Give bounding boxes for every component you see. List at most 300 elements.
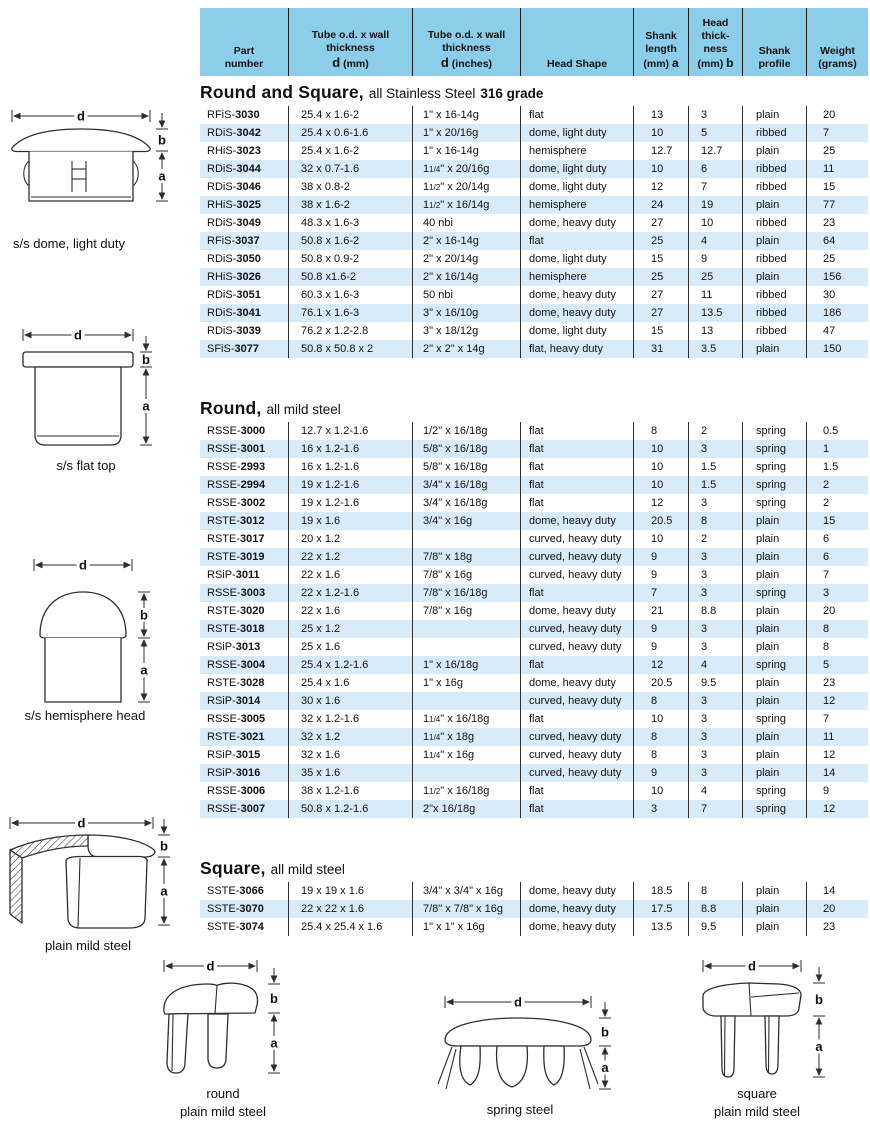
cell-head-thickness: 2 bbox=[688, 530, 742, 548]
cell-part: SFiS- 3077 bbox=[207, 343, 259, 355]
cell-shank-profile: spring bbox=[742, 422, 806, 440]
header-cell-shank-profile: Shank profile bbox=[742, 8, 806, 76]
cell-inches: 2"x 16/18g bbox=[412, 800, 520, 818]
cell-part: RSTE- 3017 bbox=[207, 533, 265, 545]
cell-shank-length: 10 bbox=[633, 476, 688, 494]
cell-shank-profile: ribbed bbox=[742, 178, 806, 196]
cell-head-shape: flat bbox=[520, 106, 633, 124]
cell-part: RHiS- 3026 bbox=[207, 271, 261, 283]
cell-head-shape: dome, heavy duty bbox=[520, 918, 633, 936]
cell-shank-profile: plain bbox=[742, 918, 806, 936]
cell-part: RFiS- 3030 bbox=[207, 109, 260, 121]
cell-part: RSiP- 3011 bbox=[207, 569, 260, 581]
cell-head-shape: hemisphere bbox=[520, 268, 633, 286]
diagram-caption: plain mild steel bbox=[45, 938, 131, 953]
diagram-caption: s/s flat top bbox=[56, 458, 116, 473]
cell-weight: 0.5 bbox=[806, 422, 868, 440]
section-title: Square, all mild steel bbox=[200, 858, 345, 878]
cell-part: RDiS- 3044 bbox=[207, 163, 261, 175]
table-row bbox=[200, 304, 868, 322]
cell-head-thickness: 4 bbox=[688, 232, 742, 250]
dim-label: b bbox=[140, 607, 148, 623]
cell-weight: 23 bbox=[806, 214, 868, 232]
cell-part: RSTE- 3018 bbox=[207, 623, 265, 635]
cell-head-thickness: 3 bbox=[688, 692, 742, 710]
cell-shank-length: 8 bbox=[633, 746, 688, 764]
cell-head-thickness: 2 bbox=[688, 422, 742, 440]
cell-shank-profile: plain bbox=[742, 882, 806, 900]
cell-inches: 1/2" x 16/18g bbox=[412, 422, 520, 440]
cell-head-thickness: 8.8 bbox=[688, 602, 742, 620]
dim-label: b bbox=[270, 991, 278, 1007]
dim-d bbox=[703, 959, 801, 974]
cell-shank-length: 10 bbox=[633, 710, 688, 728]
cell-shank-profile: ribbed bbox=[742, 250, 806, 268]
cell-head-thickness: 7 bbox=[688, 800, 742, 818]
table-row bbox=[200, 268, 868, 286]
cell-head-shape: dome, heavy duty bbox=[520, 304, 633, 322]
cell-weight: 25 bbox=[806, 142, 868, 160]
dim-label: a bbox=[142, 398, 150, 414]
cell-weight: 23 bbox=[806, 674, 868, 692]
cell-shank-profile: plain bbox=[742, 512, 806, 530]
cell-shank-profile: ribbed bbox=[742, 304, 806, 322]
cell-mm: 19 x 19 x 1.6 bbox=[288, 882, 412, 900]
cell-shank-length: 27 bbox=[633, 286, 688, 304]
cell-inches: 3" x 16/10g bbox=[412, 304, 520, 322]
table-row bbox=[200, 422, 868, 440]
cell-head-thickness: 3.5 bbox=[688, 340, 742, 358]
cell-head-shape: flat, heavy duty bbox=[520, 340, 633, 358]
cell-part: RSiP- 3014 bbox=[207, 695, 261, 707]
section-title: Round and Square, all Stainless Steel 316 grade bbox=[200, 82, 544, 102]
section-title: Round, all mild steel bbox=[200, 398, 341, 418]
dim-label: b bbox=[815, 992, 823, 1008]
cell-head-shape: dome, heavy duty bbox=[520, 602, 633, 620]
dim-a bbox=[156, 151, 168, 201]
table-row bbox=[200, 566, 868, 584]
cell-head-thickness: 3 bbox=[688, 548, 742, 566]
table-row bbox=[200, 882, 868, 900]
cell-inches bbox=[412, 692, 520, 710]
section-2 bbox=[200, 398, 868, 818]
dim-b bbox=[599, 1002, 611, 1046]
cell-weight: 11 bbox=[806, 160, 868, 178]
cell-part: RDiS- 3039 bbox=[207, 325, 261, 337]
diagram-caption bbox=[148, 1085, 298, 1120]
cell-inches: 2" x 16-14g bbox=[412, 232, 520, 250]
dim-label: d bbox=[77, 108, 85, 124]
cell-weight: 8 bbox=[806, 638, 868, 656]
cell-mm: 25.4 x 1.6-2 bbox=[288, 106, 412, 124]
dim-d bbox=[23, 328, 133, 343]
cell-shank-profile: spring bbox=[742, 656, 806, 674]
dim-label: d bbox=[514, 994, 522, 1010]
header-cell-head-thickness: Head thick- ness (mm) b bbox=[688, 8, 742, 76]
cell-part: RSiP- 3013 bbox=[207, 641, 261, 653]
dim-label: d bbox=[79, 557, 87, 573]
cell-mm: 16 x 1.2-1.6 bbox=[288, 458, 412, 476]
cell-mm: 38 x 0.8-2 bbox=[288, 178, 412, 196]
cell-head-shape: dome, heavy duty bbox=[520, 882, 633, 900]
section-3 bbox=[200, 858, 868, 936]
table-row bbox=[200, 494, 868, 512]
cell-shank-profile: plain bbox=[742, 692, 806, 710]
cell-weight: 15 bbox=[806, 512, 868, 530]
cell-weight: 12 bbox=[806, 746, 868, 764]
cell-weight: 5 bbox=[806, 656, 868, 674]
cell-shank-length: 9 bbox=[633, 638, 688, 656]
cell-head-thickness: 9.5 bbox=[688, 918, 742, 936]
cell-shank-length: 24 bbox=[633, 196, 688, 214]
cell-weight: 186 bbox=[806, 304, 868, 322]
cell-head-shape: curved, heavy duty bbox=[520, 692, 633, 710]
cell-weight: 30 bbox=[806, 286, 868, 304]
dim-label: b bbox=[142, 352, 150, 368]
cell-shank-profile: ribbed bbox=[742, 160, 806, 178]
cell-shank-profile: spring bbox=[742, 710, 806, 728]
cell-weight: 8 bbox=[806, 620, 868, 638]
cell-shank-profile: plain bbox=[742, 674, 806, 692]
diagram-caption: s/s hemisphere head bbox=[24, 708, 146, 723]
cell-inches bbox=[412, 638, 520, 656]
cell-shank-profile: ribbed bbox=[742, 322, 806, 340]
dim-a bbox=[140, 367, 152, 445]
cell-head-shape: curved, heavy duty bbox=[520, 530, 633, 548]
cell-inches: 3/4" x 16/18g bbox=[412, 494, 520, 512]
cell-part: RFiS- 3037 bbox=[207, 235, 260, 247]
cell-head-thickness: 13 bbox=[688, 322, 742, 340]
cell-head-shape: curved, heavy duty bbox=[520, 566, 633, 584]
cell-head-shape: hemisphere bbox=[520, 142, 633, 160]
plain-mild-steel-diagram bbox=[0, 812, 176, 955]
cell-shank-profile: plain bbox=[742, 106, 806, 124]
cell-part: RDiS- 3049 bbox=[207, 217, 261, 229]
cell-shank-length: 13 bbox=[633, 106, 688, 124]
cell-shank-length: 27 bbox=[633, 304, 688, 322]
cell-part: RSSE- 2994 bbox=[207, 479, 266, 491]
cell-head-shape: flat bbox=[520, 440, 633, 458]
cell-head-shape: curved, heavy duty bbox=[520, 548, 633, 566]
cell-mm: 50.8 x 1.6-2 bbox=[288, 232, 412, 250]
cell-weight: 9 bbox=[806, 782, 868, 800]
cell-head-shape: flat bbox=[520, 656, 633, 674]
cell-part: RHiS- 3023 bbox=[207, 145, 261, 157]
dim-label: a bbox=[158, 168, 166, 184]
cell-mm: 22 x 1.2 bbox=[288, 548, 412, 566]
cell-head-thickness: 3 bbox=[688, 106, 742, 124]
cell-weight: 2 bbox=[806, 476, 868, 494]
cell-head-thickness: 3 bbox=[688, 584, 742, 602]
dim-b bbox=[813, 967, 825, 1016]
table-row bbox=[200, 764, 868, 782]
cell-head-shape: curved, heavy duty bbox=[520, 728, 633, 746]
header-cell-mm: Tube o.d. x wall thickness d (mm) bbox=[288, 8, 412, 76]
cell-head-thickness: 3 bbox=[688, 764, 742, 782]
header-cell-shank-length: Shank length (mm) a bbox=[633, 8, 688, 76]
cell-part: RSSE- 3007 bbox=[207, 803, 266, 815]
cell-head-shape: dome, light duty bbox=[520, 250, 633, 268]
cell-head-shape: curved, heavy duty bbox=[520, 746, 633, 764]
cell-mm: 50.8 x 50.8 x 2 bbox=[288, 340, 412, 358]
dim-label: d bbox=[748, 958, 756, 974]
cell-mm: 22 x 1.6 bbox=[288, 602, 412, 620]
caption-line: plain mild steel bbox=[714, 1103, 800, 1119]
cell-shank-length: 12.7 bbox=[633, 142, 688, 160]
cell-inches: 40 nbi bbox=[412, 214, 520, 232]
table-row bbox=[200, 178, 868, 196]
cell-head-shape: dome, light duty bbox=[520, 160, 633, 178]
cell-weight: 64 bbox=[806, 232, 868, 250]
cell-shank-profile: ribbed bbox=[742, 286, 806, 304]
cell-mm: 60.3 x 1.6-3 bbox=[288, 286, 412, 304]
cell-mm: 30 x 1.6 bbox=[288, 692, 412, 710]
cell-head-thickness: 3 bbox=[688, 566, 742, 584]
cell-head-thickness: 1.5 bbox=[688, 458, 742, 476]
cell-shank-profile: plain bbox=[742, 196, 806, 214]
cell-head-thickness: 3 bbox=[688, 620, 742, 638]
cell-mm: 50.8 x1.6-2 bbox=[288, 268, 412, 286]
cell-head-shape: flat bbox=[520, 584, 633, 602]
cell-head-thickness: 25 bbox=[688, 268, 742, 286]
section-1 bbox=[200, 82, 868, 358]
table-row bbox=[200, 638, 868, 656]
cell-inches bbox=[412, 530, 520, 548]
cell-inches: 1 1/4 " x 18g bbox=[412, 728, 520, 746]
table-row bbox=[200, 476, 868, 494]
table-row bbox=[200, 620, 868, 638]
table-row bbox=[200, 900, 868, 918]
cell-weight: 25 bbox=[806, 250, 868, 268]
dim-b bbox=[156, 113, 168, 151]
cell-part: RSTE- 3012 bbox=[207, 515, 265, 527]
dim-d bbox=[10, 816, 153, 831]
cell-inches: 1 1/4 " x 20/16g bbox=[412, 160, 520, 178]
cell-mm: 38 x 1.2-1.6 bbox=[288, 782, 412, 800]
cell-head-shape: flat bbox=[520, 782, 633, 800]
cell-part: RDiS- 3050 bbox=[207, 253, 261, 265]
cell-shank-length: 25 bbox=[633, 268, 688, 286]
dim-label: b bbox=[158, 132, 166, 148]
cell-mm: 76.2 x 1.2-2.8 bbox=[288, 322, 412, 340]
cell-shank-profile: plain bbox=[742, 530, 806, 548]
cell-weight: 1.5 bbox=[806, 458, 868, 476]
table-row bbox=[200, 340, 868, 358]
dome-light-duty-drawing bbox=[0, 104, 172, 232]
cell-mm: 12.7 x 1.2-1.6 bbox=[288, 422, 412, 440]
cell-shank-profile: ribbed bbox=[742, 124, 806, 142]
cell-shank-length: 9 bbox=[633, 566, 688, 584]
cell-inches: 7/8" x 7/8" x 16g bbox=[412, 900, 520, 918]
table-row bbox=[200, 710, 868, 728]
cell-part: RSSE- 2993 bbox=[207, 461, 266, 473]
table-row bbox=[200, 322, 868, 340]
cell-weight: 12 bbox=[806, 800, 868, 818]
hemisphere-diagram bbox=[6, 552, 164, 725]
table-row bbox=[200, 142, 868, 160]
cell-shank-length: 10 bbox=[633, 440, 688, 458]
cell-part: RSSE- 3002 bbox=[207, 497, 266, 509]
table-row bbox=[200, 800, 868, 818]
cell-head-shape: dome, light duty bbox=[520, 178, 633, 196]
cell-head-shape: dome, light duty bbox=[520, 124, 633, 142]
header-cell-weight: Weight (grams) bbox=[806, 8, 868, 76]
cell-inches: 2" x 2" x 14g bbox=[412, 340, 520, 358]
cell-mm: 50.8 x 0.9-2 bbox=[288, 250, 412, 268]
cell-part: RSTE- 3028 bbox=[207, 677, 265, 689]
dim-a bbox=[268, 1013, 280, 1073]
cell-mm: 25 x 1.6 bbox=[288, 638, 412, 656]
cell-inches: 3/4" x 16/18g bbox=[412, 476, 520, 494]
cell-mm: 22 x 1.6 bbox=[288, 566, 412, 584]
cell-head-thickness: 6 bbox=[688, 160, 742, 178]
cell-head-shape: dome, light duty bbox=[520, 322, 633, 340]
cell-part: SSTE- 3074 bbox=[207, 921, 264, 933]
header-cell-inches: Tube o.d. x wall thickness d (inches) bbox=[412, 8, 520, 76]
cell-inches: 3/4" x 3/4" x 16g bbox=[412, 882, 520, 900]
cell-inches: 1" x 16-14g bbox=[412, 106, 520, 124]
cell-shank-profile: plain bbox=[742, 142, 806, 160]
cell-inches: 50 nbi bbox=[412, 286, 520, 304]
cell-inches: 1" x 16-14g bbox=[412, 142, 520, 160]
cell-head-thickness: 19 bbox=[688, 196, 742, 214]
cell-weight: 7 bbox=[806, 566, 868, 584]
cell-head-thickness: 3 bbox=[688, 728, 742, 746]
cell-shank-length: 12 bbox=[633, 494, 688, 512]
cell-shank-length: 7 bbox=[633, 584, 688, 602]
cell-inches: 7/8" x 18g bbox=[412, 548, 520, 566]
cell-shank-length: 10 bbox=[633, 458, 688, 476]
cell-mm: 25.4 x 25.4 x 1.6 bbox=[288, 918, 412, 936]
table-row bbox=[200, 530, 868, 548]
flat-top-diagram bbox=[6, 322, 166, 475]
diagram-caption bbox=[672, 1085, 842, 1120]
cell-shank-length: 9 bbox=[633, 620, 688, 638]
cell-weight: 20 bbox=[806, 900, 868, 918]
dim-label: d bbox=[206, 958, 215, 974]
cell-part: RSSE- 3003 bbox=[207, 587, 266, 599]
cell-head-shape: dome, heavy duty bbox=[520, 512, 633, 530]
cell-inches: 1" x 1" x 16g bbox=[412, 918, 520, 936]
cell-shank-length: 9 bbox=[633, 764, 688, 782]
cell-shank-length: 13.5 bbox=[633, 918, 688, 936]
cell-shank-length: 20.5 bbox=[633, 512, 688, 530]
cell-shank-length: 31 bbox=[633, 340, 688, 358]
spring-steel-diagram bbox=[425, 992, 615, 1119]
hemisphere-drawing bbox=[6, 552, 164, 704]
table-row bbox=[200, 674, 868, 692]
cell-head-thickness: 12.7 bbox=[688, 142, 742, 160]
cell-weight: 14 bbox=[806, 882, 868, 900]
dome-light-duty-diagram bbox=[0, 104, 190, 253]
cell-head-thickness: 9.5 bbox=[688, 674, 742, 692]
caption-line: plain mild steel bbox=[180, 1103, 266, 1119]
cell-shank-profile: spring bbox=[742, 458, 806, 476]
dim-label: d bbox=[77, 815, 86, 831]
cell-inches bbox=[412, 764, 520, 782]
dim-label: a bbox=[160, 883, 168, 899]
cell-part: RSTE- 3021 bbox=[207, 731, 265, 743]
cell-head-thickness: 3 bbox=[688, 638, 742, 656]
table-row bbox=[200, 214, 868, 232]
cell-shank-length: 25 bbox=[633, 232, 688, 250]
cell-weight: 7 bbox=[806, 710, 868, 728]
table-row bbox=[200, 106, 868, 124]
cell-mm: 50.8 x 1.2-1.6 bbox=[288, 800, 412, 818]
cell-inches: 1 1/2 " x 16/14g bbox=[412, 196, 520, 214]
cell-mm: 76.1 x 1.6-3 bbox=[288, 304, 412, 322]
square-plain-diagram bbox=[672, 956, 842, 1120]
cell-shank-profile: spring bbox=[742, 584, 806, 602]
table-row bbox=[200, 656, 868, 674]
dim-label: a bbox=[601, 1060, 609, 1076]
cell-part: RSSE- 3000 bbox=[207, 425, 266, 437]
cell-shank-length: 10 bbox=[633, 782, 688, 800]
cell-head-thickness: 13.5 bbox=[688, 304, 742, 322]
cell-shank-profile: plain bbox=[742, 764, 806, 782]
cell-inches: 5/8" x 16/18g bbox=[412, 458, 520, 476]
cell-head-shape: hemisphere bbox=[520, 196, 633, 214]
dim-b bbox=[140, 336, 152, 367]
table-row bbox=[200, 918, 868, 936]
cell-head-thickness: 5 bbox=[688, 124, 742, 142]
cell-inches: 3" x 18/12g bbox=[412, 322, 520, 340]
cell-head-shape: curved, heavy duty bbox=[520, 638, 633, 656]
round-plain-diagram bbox=[148, 956, 298, 1120]
cell-weight: 14 bbox=[806, 764, 868, 782]
table-row bbox=[200, 196, 868, 214]
cell-part: RHiS- 3025 bbox=[207, 199, 261, 211]
cell-mm: 19 x 1.2-1.6 bbox=[288, 476, 412, 494]
cell-weight: 156 bbox=[806, 268, 868, 286]
cell-weight: 23 bbox=[806, 918, 868, 936]
cell-weight: 20 bbox=[806, 602, 868, 620]
caption-line: square bbox=[737, 1086, 777, 1101]
cell-shank-length: 8 bbox=[633, 422, 688, 440]
dim-b bbox=[138, 592, 150, 638]
cell-shank-profile: spring bbox=[742, 782, 806, 800]
cell-part: SSTE- 3066 bbox=[207, 885, 264, 897]
cell-mm: 32 x 1.6 bbox=[288, 746, 412, 764]
dim-label: d bbox=[74, 327, 82, 343]
cell-shank-length: 12 bbox=[633, 656, 688, 674]
cell-inches: 7/8" x 16/18g bbox=[412, 584, 520, 602]
cell-inches: 1 1/4 " x 16g bbox=[412, 746, 520, 764]
cell-mm: 22 x 22 x 1.6 bbox=[288, 900, 412, 918]
cell-shank-length: 10 bbox=[633, 124, 688, 142]
cell-mm: 25 x 1.2 bbox=[288, 620, 412, 638]
cell-shank-length: 20.5 bbox=[633, 674, 688, 692]
dim-d bbox=[12, 109, 150, 124]
cell-mm: 25.4 x 1.6 bbox=[288, 674, 412, 692]
cell-head-shape: flat bbox=[520, 494, 633, 512]
cell-weight: 7 bbox=[806, 124, 868, 142]
cell-inches: 3/4" x 16g bbox=[412, 512, 520, 530]
cell-part: RSTE- 3019 bbox=[207, 551, 265, 563]
cell-shank-length: 12 bbox=[633, 178, 688, 196]
table-row bbox=[200, 232, 868, 250]
cell-shank-profile: plain bbox=[742, 232, 806, 250]
cell-shank-profile: spring bbox=[742, 476, 806, 494]
cell-head-thickness: 3 bbox=[688, 710, 742, 728]
cell-weight: 3 bbox=[806, 584, 868, 602]
table-header bbox=[200, 8, 868, 76]
dim-d bbox=[34, 558, 132, 573]
cell-shank-length: 18.5 bbox=[633, 882, 688, 900]
cell-mm: 16 x 1.2-1.6 bbox=[288, 440, 412, 458]
dim-d bbox=[164, 959, 257, 974]
cell-shank-profile: plain bbox=[742, 900, 806, 918]
